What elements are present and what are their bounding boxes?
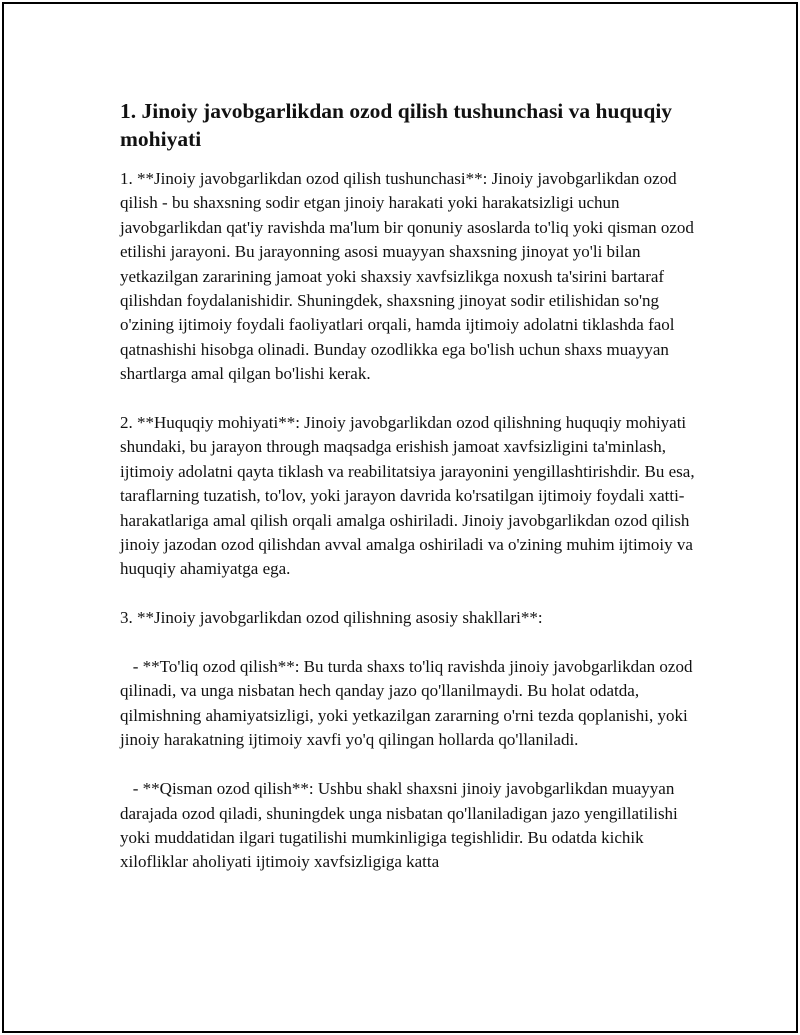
paragraph-full-release: - **To'liq ozod qilish**: Bu turda shaxs to'liq ravishda jinoiy javobgarlikdan ozod qilinadi, va unga nisbatan hech qanday jazo qo'llanilmaydi. Bu holat odatda, qilmishning ahamiyatsizligi, yoki yetkazilgan zararning o'rni tezda qoplanishi, yoki jinoiy harakatning ijtimoiy xavfi yo'q qilingan hollarda qo'llaniladi. (120, 657, 697, 750)
document-title: 1. Jinoiy javobgarlikdan ozod qilish tushunchasi va huquqiy mohiyati (120, 99, 673, 151)
paragraph-concept: 1. **Jinoiy javobgarlikdan ozod qilish tushunchasi**: Jinoiy javobgarlikdan ozod qilish - bu shaxsning sodir etgan jinoiy harakati yoki harakatsizligi uchun javobgarlikdan qat'iy ravishda ma'lum bir qonuniy asoslarda to'liq yoki qisman ozod etilishi jarayoni. Bu jarayonning asosi muayyan shaxsning jinoyat yo'li bilan yetkazilgan zararining jamoat yoki shaxsiy xavfsizlikga noxush ta'sirini bartaraf qilishdan foydalanishidir. Shuningdek, shaxsning jinoyat sodir etilishidan so'ng o'zining ijtimoiy foydali faoliyatlari orqali, hamda ijtimoiy adolatni tiklashda faol qatnashishi hisobga olinadi. Bunday ozodlikka ega bo'lish uchun shaxs muayyan shartlarga amal qilgan bo'lishi kerak. (120, 169, 699, 384)
document-body (120, 97, 700, 899)
document-page (2, 2, 798, 1033)
paragraph-main-forms: 3. **Jinoiy javobgarlikdan ozod qilishning asosiy shakllari**: (120, 608, 543, 628)
paragraph-partial-release: - **Qisman ozod qilish**: Ushbu shakl shaxsni jinoiy javobgarlikdan muayyan darajada ozod qiladi, shuningdek unga nisbatan qo'llaniladigan jazo yengillatilishi yoki muddatidan ilgari tugatilishi mumkinligiga tegishlidir. Bu odatda kichik xilofliklar aholiyati ijtimoiy xavfsizligiga katta (120, 779, 683, 872)
paragraph-legal-essence: 2. **Huquqiy mohiyati**: Jinoiy javobgarlikdan ozod qilishning huquqiy mohiyati shundaki, bu jarayon through maqsadga erishish jamoat xavfsizligini ta'minlash, ijtimoiy adolatni qayta tiklash va reabilitatsiya jarayonini yengillashtirishdir. Bu esa, taraflarning tuzatish, to'lov, yoki jarayon davrida ko'rsatilgan ijtimoiy foydali xatti-harakatlariga amal qilish orqali amalga oshiriladi. Jinoiy javobgarlikdan ozod qilish jinoiy jazodan ozod qilishdan avval amalga oshiriladi va o'zining muhim ijtimoiy va huquqiy ahamiyatga ega. (120, 413, 699, 579)
